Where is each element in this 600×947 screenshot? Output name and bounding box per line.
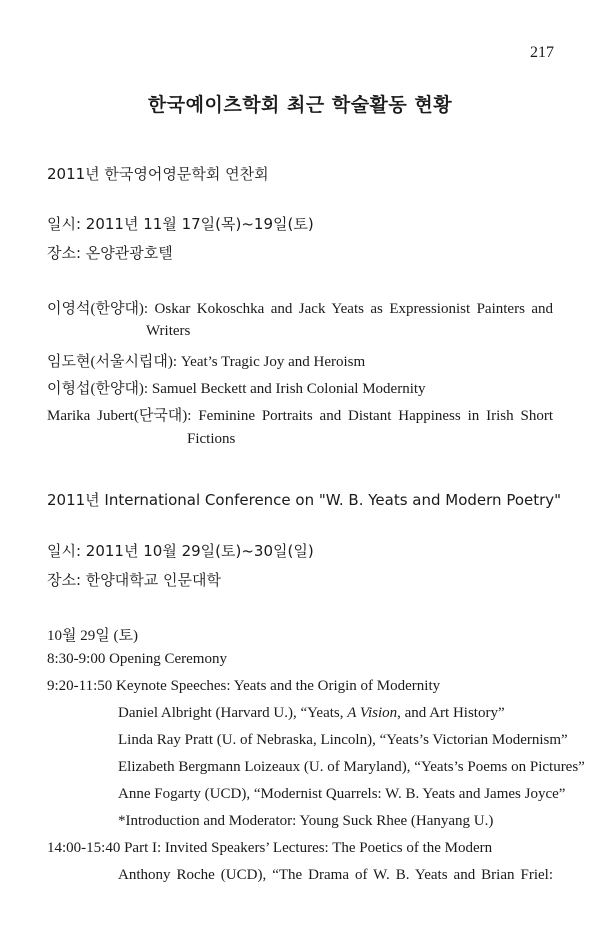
speaker-entry: Anthony Roche (UCD), “The Drama of W. B. Yeats and Brian Friel: [118,867,553,883]
presentation-entry: 이형섭(한양대): Samuel Beckett and Irish Colonial Modernity [47,381,426,397]
speaker-text: Daniel Albright (Harvard U.), “Yeats, [118,705,348,721]
speaker-entry: Anne Fogarty (UCD), “Modernist Quarrels: W. B. Yeats and James Joyce” [118,786,566,802]
conference-date: 일시: 2011년 11월 17일(목)~19일(토) [47,215,314,233]
italic-title: A Vision [347,705,398,721]
program-day: 10월 29일 (토) [47,628,138,644]
conference-place: 장소: 한양대학교 인문대학 [47,571,221,589]
section-heading-international-conference: 2011년 International Conference on "W. B. Yeats and Modern Poetry" [47,491,562,509]
conference-place: 장소: 온양관광호텔 [47,244,173,262]
program-item: 14:00-15:40 Part I: Invited Speakers’ Lectures: The Poetics of the Modern [47,840,493,856]
presentation-entry-continuation: Fictions [187,431,236,447]
speaker-entry [118,705,505,722]
program-item: 9:20-11:50 Keynote Speeches: Yeats and the Origin of Modernity [47,678,441,694]
presentation-entry: 임도현(서울시립대): Yeat’s Tragic Joy and Heroism [47,354,366,370]
page-number: 217 [530,44,554,61]
moderator-note: *Introduction and Moderator: Young Suck Rhee (Hanyang U.) [118,813,494,829]
presentation-entry: Marika Jubert(단국대): Feminine Portraits and Distant Happiness in Irish Short [47,408,553,424]
program-item: 8:30-9:00 Opening Ceremony [47,651,227,667]
page-title: 한국예이츠학회 최근 학술활동 현황 [147,94,453,116]
speaker-entry: Linda Ray Pratt (U. of Nebraska, Lincoln), “Yeats’s Victorian Modernism” [118,732,568,748]
speaker-text: , and Art History” [397,705,505,721]
presentation-entry-continuation: Writers [146,323,191,339]
conference-date: 일시: 2011년 10월 29일(토)~30일(일) [47,542,314,560]
presentation-entry: 이영석(한양대): Oskar Kokoschka and Jack Yeats as Expressionist Painters and [47,301,553,317]
speaker-entry: Elizabeth Bergmann Loizeaux (U. of Maryland), “Yeats’s Poems on Pictures” [118,759,585,775]
section-heading-korean-conference: 2011년 한국영어영문학회 연찬회 [47,165,269,183]
